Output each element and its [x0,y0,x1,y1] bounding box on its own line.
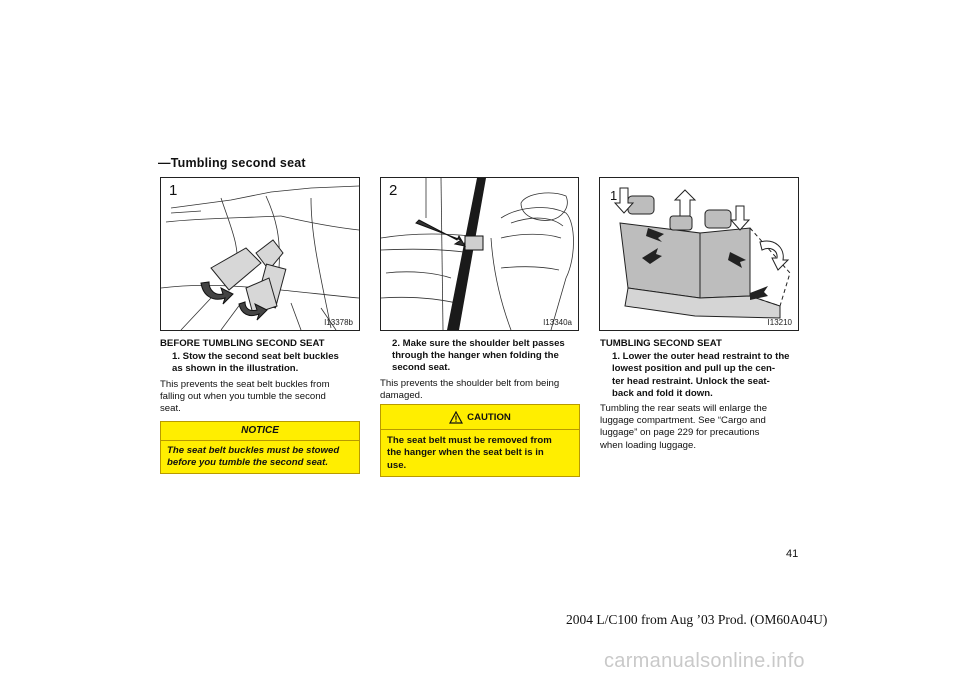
footer-text: 2004 L/C100 from Aug ’03 Prod. (OM60A04U) [566,612,828,627]
section-title: —Tumbling second seat [158,156,306,170]
tumbling-seat-illustration [600,178,798,330]
caution-line: the hanger when the seat belt is in [387,447,544,459]
figure-code: I13340a [543,318,572,327]
step-line: 1. Stow the second seat belt buckles [172,351,339,363]
figure-shoulder-belt-hanger [380,177,579,331]
step-line: through the hanger when folding the [392,350,559,362]
hanger-illustration [381,178,578,330]
notice-box [160,421,360,474]
step-line: back and fold it down. [612,387,713,399]
step-line: ter head restraint. Unlock the seat- [612,375,770,387]
warning-triangle-icon [449,411,463,424]
caution-title: CAUTION [467,412,511,423]
svg-text:1: 1 [610,188,618,203]
step-line: 2. Make sure the shoulder belt passes [392,338,565,349]
figure-code: I13210 [767,318,792,327]
column-3-text [600,338,800,452]
step-line: as shown in the illustration. [172,363,299,375]
paragraph-line: when loading luggage. [600,439,697,451]
figure-tumbling-seat [599,177,799,331]
column-2-text [380,338,580,402]
caution-header [381,405,579,430]
paragraph [380,378,580,402]
buckle-illustration [161,178,359,330]
notice-line: before you tumble the second seat. [167,457,328,469]
paragraph-line: falling out when you tumble the second [160,390,326,402]
watermark: carmanualsonline.info [604,650,805,672]
figure-number: 1 [169,182,178,199]
notice-line: The seat belt buckles must be stowed [167,445,340,456]
paragraph [160,379,360,416]
step-line: second seat. [392,362,451,374]
column-heading: TUMBLING SECOND SEAT [600,338,722,349]
notice-title: NOTICE [161,422,359,441]
paragraph-line: This prevents the shoulder belt from being [380,377,560,389]
step-text [160,351,360,375]
figure-code: I13378b [324,318,353,327]
step-text [380,338,580,375]
caution-box [380,404,580,477]
paragraph-line: luggage compartment. See “Cargo and [600,415,766,427]
paragraph-line: luggage” on page 229 for precautions [600,427,760,439]
step-text [600,351,800,400]
paragraph-line: Tumbling the rear seats will enlarge the [600,403,768,415]
step-line: 1. Lower the outer head restraint to the [612,351,790,363]
paragraph-line: damaged. [380,389,423,401]
paragraph-line: This prevents the seat belt buckles from [160,378,330,390]
figure-number: 2 [389,182,398,199]
paragraph [600,403,800,452]
caution-line: The seat belt must be removed from [387,435,552,446]
caution-text [381,430,579,478]
paragraph-line: seat. [160,403,181,415]
caution-line: use. [387,459,407,471]
notice-text [161,441,359,476]
figure-seat-belt-buckles [160,177,360,331]
step-line: lowest position and pull up the cen- [612,363,776,375]
page-number: 41 [786,548,799,560]
column-1-text [160,338,360,415]
column-heading: BEFORE TUMBLING SECOND SEAT [160,338,325,349]
